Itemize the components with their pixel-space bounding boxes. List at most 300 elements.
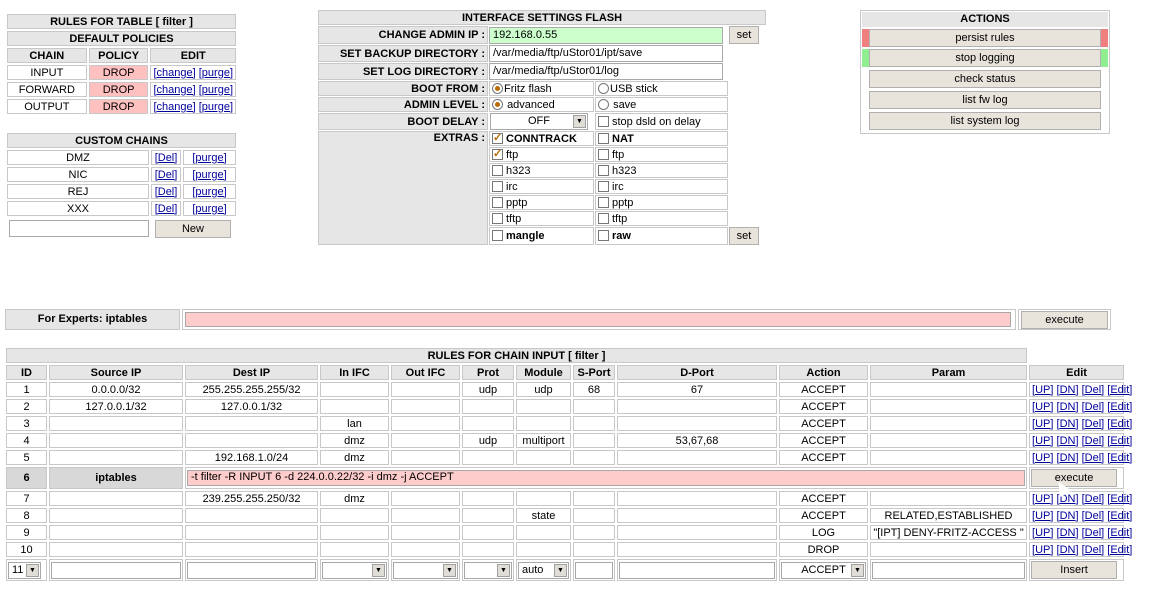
purge-link[interactable]: [purge] [198, 83, 233, 96]
new-rule-action-select[interactable] [781, 562, 866, 579]
col-prot: Prot [462, 365, 514, 380]
rule-out-ifc [391, 433, 460, 448]
rule-edit-links [1029, 508, 1133, 523]
col-edit: EDIT [150, 48, 236, 63]
module-label: tftp [506, 212, 522, 225]
rule-dest-ip [185, 508, 318, 523]
rule-source-ip [49, 450, 183, 465]
new-rule-dport-input[interactable] [619, 562, 775, 579]
new-rule-out-ifc-select[interactable] [393, 562, 458, 579]
checkbox-icon[interactable] [598, 133, 609, 144]
experts-input-cell [182, 309, 1016, 330]
change-link[interactable]: [change] [153, 83, 196, 96]
rule-source-ip [49, 433, 183, 448]
chain-input-panel [4, 346, 1133, 583]
rule-row [6, 399, 1124, 414]
backup-dir-label: SET BACKUP DIRECTORY : [318, 45, 488, 62]
rule-edit-link[interactable]: [Edit] [1107, 417, 1133, 430]
rule-action: ACCEPT [779, 450, 868, 465]
rule-d-port [617, 542, 777, 557]
new-rule-module-select[interactable] [518, 562, 569, 579]
rule-dest-ip: 239.255.255.250/32 [185, 491, 318, 506]
checkbox-icon[interactable] [598, 149, 609, 160]
rule-edit-links [1029, 525, 1133, 540]
radio-icon[interactable] [598, 99, 609, 110]
interface-settings-panel [317, 9, 767, 246]
conntrack-irc-option[interactable] [489, 179, 594, 194]
boot-delay-label: BOOT DELAY : [318, 113, 488, 130]
rule-up-link[interactable]: [UP] [1032, 383, 1054, 396]
level-save-option[interactable] [595, 97, 728, 112]
conntrack-label: CONNTRACK [506, 132, 577, 145]
rule-dest-ip: 255.255.255.255/32 [185, 382, 318, 397]
del-link[interactable]: [Del] [154, 202, 178, 215]
rule-param: "[IPT] DENY-FRITZ-ACCESS " [870, 525, 1027, 540]
raw-option[interactable] [595, 227, 728, 245]
radio-selected-icon[interactable] [492, 83, 503, 94]
chain-input-title: RULES FOR CHAIN INPUT [ filter ] [6, 348, 1027, 363]
rule-dest-ip [185, 525, 318, 540]
edit-rule-row [6, 467, 1124, 489]
stop-logging-row [862, 49, 1108, 67]
custom-chains-title: CUSTOM CHAINS [7, 133, 236, 148]
col-param: Param [870, 365, 1027, 380]
persist-rules-row [862, 29, 1108, 47]
boot-from-label: BOOT FROM : [318, 81, 488, 96]
checkbox-checked-icon[interactable] [492, 149, 503, 160]
new-rule-row [6, 559, 1124, 581]
rule-up-link[interactable]: [UP] [1032, 509, 1054, 522]
rule-up-link[interactable]: [UP] [1032, 400, 1054, 413]
rule-source-ip [49, 525, 183, 540]
rule-in-ifc: dmz [320, 491, 389, 506]
rule-dn-link[interactable]: [DN] [1056, 383, 1079, 396]
rule-edit-links [1029, 542, 1133, 557]
rule-s-port [573, 450, 615, 465]
rule-dn-link[interactable]: [DN] [1056, 417, 1079, 430]
admin-ip-set-button[interactable]: set [729, 26, 759, 44]
rule-up-link[interactable]: [UP] [1032, 543, 1054, 556]
rule-action: ACCEPT [779, 416, 868, 431]
rule-dest-ip: 192.168.1.0/24 [185, 450, 318, 465]
rule-out-ifc [391, 491, 460, 506]
policy-chain: INPUT [7, 65, 87, 80]
rule-edit-link[interactable]: [Edit] [1107, 526, 1133, 539]
rule-del-link[interactable]: [Del] [1081, 434, 1105, 447]
rule-id: 1 [6, 382, 47, 397]
conntrack-pptp-option[interactable] [489, 195, 594, 210]
new-rule-in-ifc-select[interactable] [322, 562, 387, 579]
rule-row [6, 416, 1124, 431]
rule-prot [462, 399, 514, 414]
mangle-label: mangle [506, 230, 545, 242]
checkbox-icon[interactable] [492, 230, 503, 241]
module-label: h323 [506, 164, 531, 177]
rule-row [6, 542, 1124, 557]
col-id: ID [6, 365, 47, 380]
rule-row [6, 525, 1124, 540]
rule-in-ifc: dmz [320, 450, 389, 465]
rule-del-link[interactable]: [Del] [1081, 400, 1105, 413]
rule-param [870, 542, 1027, 557]
custom-chain-row [7, 150, 236, 165]
rule-prot [462, 450, 514, 465]
rule-prot [462, 508, 514, 523]
rule-dn-link[interactable]: [DN] [1056, 451, 1079, 464]
rule-id: 10 [6, 542, 47, 557]
purge-link[interactable]: [purge] [192, 202, 227, 215]
rule-action: DROP [779, 542, 868, 557]
rule-row [6, 491, 1124, 506]
rule-dn-link[interactable]: [DN] [1056, 434, 1079, 447]
rule-out-ifc [391, 399, 460, 414]
chevron-down-icon[interactable]: ▼ [26, 564, 39, 577]
new-chain-input[interactable] [9, 220, 149, 237]
chevron-down-icon[interactable]: ▼ [554, 564, 567, 577]
rule-dn-link[interactable]: [DN] [1056, 492, 1079, 505]
new-rule-dest-input[interactable] [187, 562, 316, 579]
policy-row [7, 82, 236, 97]
rule-dn-link[interactable]: [DN] [1056, 543, 1079, 556]
checkbox-icon[interactable] [598, 197, 609, 208]
rule-prot [462, 525, 514, 540]
rule-edit-links [1029, 450, 1133, 465]
rule-param [870, 433, 1027, 448]
checkbox-checked-icon[interactable] [492, 133, 503, 144]
custom-chain-row [7, 167, 236, 182]
boot-fritz-option[interactable] [489, 81, 594, 96]
rule-dest-ip: 127.0.0.1/32 [185, 399, 318, 414]
rule-s-port [573, 416, 615, 431]
admin-level-label: ADMIN LEVEL : [318, 97, 488, 112]
conntrack-option[interactable] [489, 131, 594, 146]
rule-param [870, 450, 1027, 465]
chevron-down-icon[interactable]: ▼ [573, 115, 586, 128]
rule-id: 7 [6, 491, 47, 506]
rule-d-port [617, 450, 777, 465]
nat-label: NAT [612, 132, 634, 145]
rule-del-link[interactable]: [Del] [1081, 417, 1105, 430]
policy-value: DROP [89, 65, 149, 80]
rule-d-port [617, 491, 777, 506]
rule-out-ifc [391, 450, 460, 465]
checkbox-icon[interactable] [598, 165, 609, 176]
rule-out-ifc [391, 416, 460, 431]
purge-link[interactable]: [purge] [192, 168, 227, 181]
new-rule-id-select[interactable] [8, 562, 41, 579]
rule-up-link[interactable]: [UP] [1032, 434, 1054, 447]
new-rule-module-value: auto [522, 563, 544, 576]
checkbox-icon[interactable] [598, 213, 609, 224]
conntrack-tftp-option[interactable] [489, 211, 594, 226]
edit-row-execute-button[interactable]: execute [1031, 469, 1117, 487]
level-advanced-label: advanced [507, 98, 555, 111]
persist-rules-button[interactable]: persist rules [869, 29, 1101, 47]
change-link[interactable]: [change] [153, 66, 196, 79]
rule-out-ifc [391, 382, 460, 397]
policy-chain: FORWARD [7, 82, 87, 97]
chevron-down-icon[interactable]: ▼ [372, 564, 385, 577]
new-rule-id-value: 11 [12, 563, 24, 576]
rule-d-port [617, 399, 777, 414]
rules-group-a [6, 382, 1133, 465]
module-label: irc [506, 180, 518, 193]
module-label: irc [612, 180, 624, 193]
rule-module: multiport [516, 433, 571, 448]
col-edit: Edit [1029, 365, 1124, 380]
experts-label: For Experts: iptables [5, 309, 180, 330]
rule-up-link[interactable]: [UP] [1032, 451, 1054, 464]
checkbox-icon[interactable] [492, 197, 503, 208]
rule-action: LOG [779, 525, 868, 540]
rule-d-port: 53,67,68 [617, 433, 777, 448]
rule-up-link[interactable]: [UP] [1032, 526, 1054, 539]
rule-row [6, 433, 1124, 448]
nat-ftp-option[interactable] [595, 147, 728, 162]
experts-iptables-input[interactable] [185, 312, 1011, 327]
rule-prot [462, 416, 514, 431]
rule-dn-link[interactable]: [DN] [1056, 400, 1079, 413]
rule-d-port [617, 508, 777, 523]
purge-link[interactable]: [purge] [198, 66, 233, 79]
rule-param: RELATED,ESTABLISHED [870, 508, 1027, 523]
rule-in-ifc [320, 542, 389, 557]
del-link[interactable]: [Del] [154, 168, 178, 181]
experts-execute-button[interactable]: execute [1021, 311, 1108, 329]
rule-param [870, 491, 1027, 506]
col-module: Module [516, 365, 571, 380]
rule-source-ip [49, 491, 183, 506]
rule-edit-link[interactable]: [Edit] [1107, 543, 1133, 556]
extras-set-button[interactable]: set [729, 227, 759, 245]
new-rule-action-value: ACCEPT [801, 563, 846, 576]
raw-label: raw [612, 230, 631, 242]
checkbox-icon[interactable] [598, 116, 609, 127]
module-label: h323 [612, 164, 637, 177]
rule-id: 5 [6, 450, 47, 465]
rule-del-link[interactable]: [Del] [1081, 509, 1105, 522]
new-rule-sport-input[interactable] [575, 562, 613, 579]
new-rule-param-input[interactable] [872, 562, 1025, 579]
col-policy: POLICY [89, 48, 149, 63]
rule-dn-link[interactable]: [DN] [1056, 509, 1079, 522]
rule-edit-links [1029, 382, 1133, 397]
rule-id: 8 [6, 508, 47, 523]
insert-rule-button[interactable]: Insert [1031, 561, 1117, 579]
rule-s-port: 68 [573, 382, 615, 397]
rule-edit-link[interactable]: [Edit] [1107, 509, 1133, 522]
level-advanced-option[interactable] [489, 97, 594, 112]
level-save-label: save [613, 98, 637, 111]
rule-source-ip [49, 542, 183, 557]
list-fw-log-button[interactable]: list fw log [869, 91, 1101, 109]
rule-source-ip: 127.0.0.1/32 [49, 399, 183, 414]
check-status-button[interactable]: check status [869, 70, 1101, 88]
rule-id: 2 [6, 399, 47, 414]
checkbox-icon[interactable] [492, 213, 503, 224]
checkbox-icon[interactable] [492, 181, 503, 192]
log-dir-input[interactable]: /var/media/ftp/uStor01/log [489, 63, 723, 80]
col-source-ip: Source IP [49, 365, 183, 380]
experts-row [5, 309, 1113, 331]
rules-group-b [6, 491, 1133, 557]
rule-edit-link[interactable]: [Edit] [1107, 434, 1133, 447]
rule-out-ifc [391, 525, 460, 540]
rule-edit-links [1029, 491, 1133, 506]
chevron-down-icon[interactable]: ▼ [497, 564, 510, 577]
rule-edit-link[interactable]: [Edit] [1107, 492, 1133, 505]
module-label: pptp [506, 196, 528, 209]
new-rule-prot-select[interactable] [464, 562, 512, 579]
chain-name: XXX [7, 201, 149, 216]
rule-in-ifc [320, 525, 389, 540]
rule-s-port [573, 433, 615, 448]
rule-del-link[interactable]: [Del] [1081, 383, 1105, 396]
change-link[interactable]: [change] [153, 100, 196, 113]
module-label: tftp [612, 212, 628, 225]
rule-in-ifc [320, 508, 389, 523]
backup-dir-input[interactable]: /var/media/ftp/uStor01/ipt/save [489, 45, 723, 62]
rule-row [6, 382, 1124, 397]
rule-s-port [573, 491, 615, 506]
rule-module: state [516, 508, 571, 523]
col-out-ifc: Out IFC [391, 365, 460, 380]
nat-pptp-option[interactable] [595, 195, 728, 210]
rule-dn-link[interactable]: [DN] [1056, 526, 1079, 539]
column-header-row [6, 365, 1124, 380]
rule-prot: udp [462, 433, 514, 448]
rule-s-port [573, 542, 615, 557]
rule-source-ip [49, 508, 183, 523]
del-link[interactable]: [Del] [154, 185, 178, 198]
edit-row-id: 6 [6, 467, 47, 489]
custom-chain-row [7, 201, 236, 216]
conntrack-h323-option[interactable] [489, 163, 594, 178]
rule-edit-link[interactable]: [Edit] [1107, 400, 1133, 413]
boot-fritz-label: Fritz flash [504, 82, 552, 95]
module-label: ftp [506, 148, 519, 161]
chevron-down-icon[interactable]: ▼ [851, 564, 864, 577]
rule-source-ip [49, 416, 183, 431]
checkbox-icon[interactable] [492, 165, 503, 176]
rule-del-link[interactable]: [Del] [1081, 451, 1105, 464]
rule-edit-links [1029, 399, 1133, 414]
extras-label: EXTRAS : [318, 131, 488, 245]
boot-usb-label: USB stick [610, 82, 658, 95]
rule-edit-link[interactable]: [Edit] [1107, 451, 1133, 464]
boot-delay-value: OFF [528, 115, 550, 127]
list-system-log-button[interactable]: list system log [869, 112, 1101, 130]
chain-name: NIC [7, 167, 149, 182]
rule-module [516, 416, 571, 431]
conntrack-ftp-option[interactable] [489, 147, 594, 162]
edit-row-label: iptables [49, 467, 183, 489]
rule-module: udp [516, 382, 571, 397]
rule-del-link[interactable]: [Del] [1081, 492, 1105, 505]
custom-chains-panel [5, 131, 238, 238]
rule-in-ifc [320, 399, 389, 414]
rule-action: ACCEPT [779, 508, 868, 523]
rule-module [516, 450, 571, 465]
rule-d-port [617, 525, 777, 540]
rule-action: ACCEPT [779, 433, 868, 448]
rule-dest-ip [185, 433, 318, 448]
checkbox-icon[interactable] [598, 230, 609, 241]
rule-d-port: 67 [617, 382, 777, 397]
module-label: pptp [612, 196, 634, 209]
nat-h323-option[interactable] [595, 163, 728, 178]
rule-row [6, 450, 1124, 465]
policy-row [7, 99, 236, 114]
rule-id: 3 [6, 416, 47, 431]
mangle-option[interactable] [489, 227, 594, 245]
rule-in-ifc: dmz [320, 433, 389, 448]
checkbox-icon[interactable] [598, 181, 609, 192]
admin-ip-label: CHANGE ADMIN IP : [318, 26, 488, 44]
rule-up-link[interactable]: [UP] [1032, 417, 1054, 430]
policy-value: DROP [89, 82, 149, 97]
stop-dsld-label: stop dsld on delay [612, 115, 701, 128]
new-chain-button[interactable]: New [155, 220, 231, 238]
policy-value: DROP [89, 99, 149, 114]
del-link[interactable]: [Del] [154, 151, 178, 164]
interface-title: INTERFACE SETTINGS FLASH [318, 10, 766, 25]
purge-link[interactable]: [purge] [198, 100, 233, 113]
purge-link[interactable]: [purge] [192, 185, 227, 198]
stop-dsld-option[interactable] [595, 113, 728, 130]
rule-s-port [573, 508, 615, 523]
chevron-down-icon[interactable]: ▼ [443, 564, 456, 577]
col-action: Action [779, 365, 868, 380]
rule-del-link[interactable]: [Del] [1081, 543, 1105, 556]
radio-icon[interactable] [598, 83, 609, 94]
rule-source-ip: 0.0.0.0/32 [49, 382, 183, 397]
actions-panel [860, 10, 1110, 134]
rule-edit-link[interactable]: [Edit] [1107, 383, 1133, 396]
stop-logging-button[interactable]: stop logging [869, 49, 1101, 67]
nat-irc-option[interactable] [595, 179, 728, 194]
custom-chain-row [7, 184, 236, 199]
rule-up-link[interactable]: [UP] [1032, 492, 1054, 505]
admin-ip-input[interactable]: 192.168.0.55 [489, 27, 723, 44]
col-dest-ip: Dest IP [185, 365, 318, 380]
col-d-port: D-Port [617, 365, 777, 380]
rule-prot: udp [462, 382, 514, 397]
boot-delay-select[interactable] [490, 113, 588, 130]
rule-module [516, 399, 571, 414]
nat-tftp-option[interactable] [595, 211, 728, 226]
purge-link[interactable]: [purge] [192, 151, 227, 164]
boot-usb-option[interactable] [595, 81, 728, 96]
rule-edit-links [1029, 416, 1133, 431]
rule-action: ACCEPT [779, 491, 868, 506]
rule-module [516, 525, 571, 540]
rule-out-ifc [391, 508, 460, 523]
nat-option[interactable] [595, 131, 728, 146]
policy-row [7, 65, 236, 80]
rule-action: ACCEPT [779, 399, 868, 414]
filter-table-title: RULES FOR TABLE [ filter ] [7, 14, 236, 29]
radio-selected-icon[interactable] [492, 99, 503, 110]
col-s-port: S-Port [573, 365, 615, 380]
new-rule-source-input[interactable] [51, 562, 181, 579]
rule-s-port [573, 399, 615, 414]
rule-s-port [573, 525, 615, 540]
edit-row-iptables-input[interactable]: -t filter -R INPUT 6 -d 224.0.0.22/32 -i dmz -j ACCEPT [187, 470, 1025, 486]
col-in-ifc: In IFC [320, 365, 389, 380]
experts-execute-cell [1018, 309, 1111, 330]
rule-del-link[interactable]: [Del] [1081, 526, 1105, 539]
